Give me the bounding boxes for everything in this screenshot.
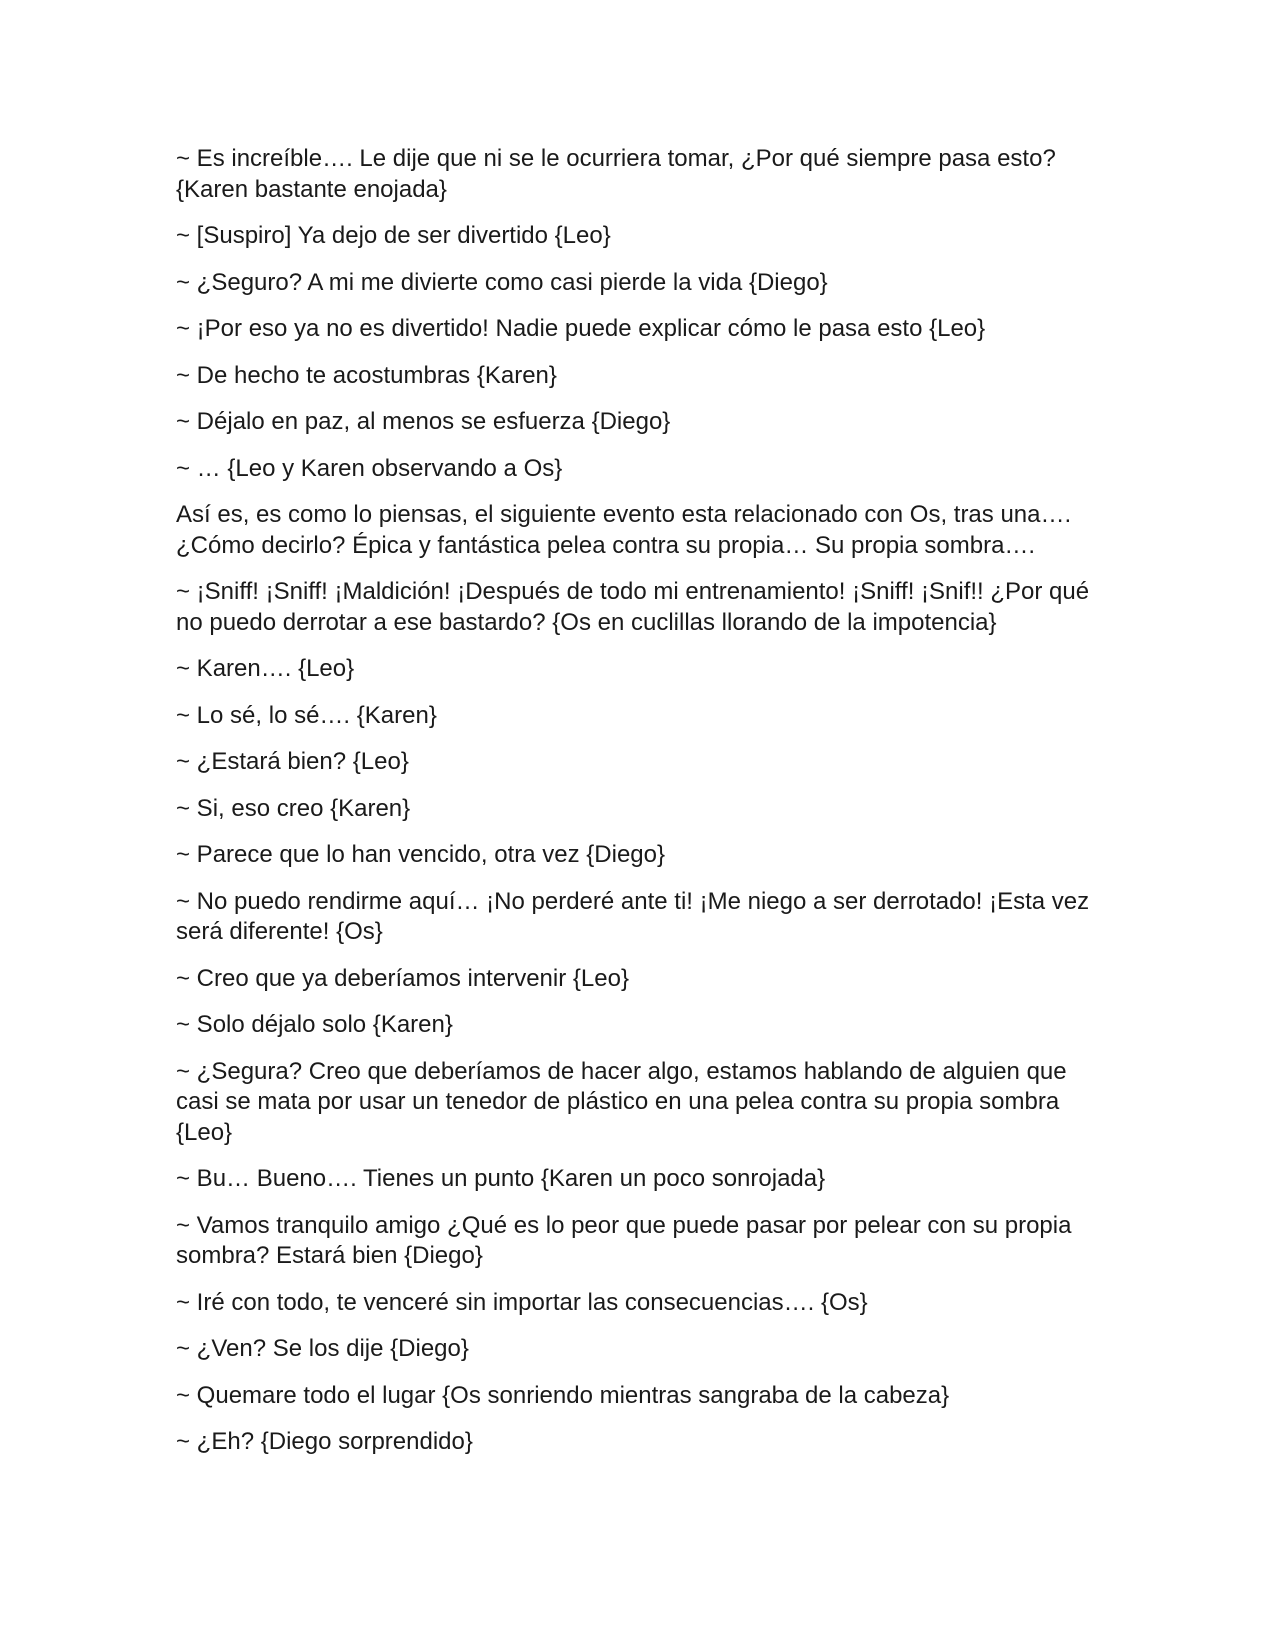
paragraph: ~ No puedo rendirme aquí… ¡No perderé ante ti! ¡Me niego a ser derrotado! ¡Esta vez será diferente! {Os} — [176, 887, 1090, 945]
paragraph: ~ Parece que lo han vencido, otra vez {Diego} — [176, 841, 665, 868]
paragraph: ~ … {Leo y Karen observando a Os} — [176, 454, 563, 482]
paragraph: ~ ¡Sniff! ¡Sniff! ¡Maldición! ¡Después de todo mi entrenamiento! ¡Sniff! ¡Snif!! ¿Por qué no puedo derrotar a ese bastardo? {Os en cuclillas llorando de la impotencia} — [176, 578, 1090, 636]
paragraph: ~ ¿Seguro? A mi me divierte como casi pierde la vida {Diego} — [176, 268, 828, 296]
paragraph: ~ Karen…. {Leo} — [176, 655, 355, 682]
document-page — [176, 144, 1096, 1474]
paragraph: ~ Bu… Bueno…. Tienes un punto {Karen un poco sonrojada} — [176, 1165, 826, 1192]
paragraph: ~ Déjalo en paz, al menos se esfuerza {Diego} — [176, 408, 671, 435]
paragraph: ~ [Suspiro] Ya dejo de ser divertido {Leo} — [176, 222, 611, 249]
paragraph: ~ ¿Estará bien? {Leo} — [176, 748, 409, 775]
paragraph: ~ Vamos tranquilo amigo ¿Qué es lo peor que puede pasar por pelear con su propia sombra? Estará bien {Diego} — [176, 1211, 1072, 1269]
paragraph: ~ Creo que ya deberíamos intervenir {Leo} — [176, 964, 629, 992]
paragraph: ~ ¿Eh? {Diego sorprendido} — [176, 1428, 473, 1455]
paragraph: ~ ¡Por eso ya no es divertido! Nadie puede explicar cómo le pasa esto {Leo} — [176, 315, 986, 342]
paragraph: ~ ¿Ven? Se los dije {Diego} — [176, 1335, 469, 1362]
paragraph: ~ Quemare todo el lugar {Os sonriendo mientras sangraba de la cabeza} — [176, 1381, 950, 1409]
paragraph: ~ Si, eso creo {Karen} — [176, 794, 411, 822]
paragraph: ~ De hecho te acostumbras {Karen} — [176, 361, 557, 389]
narration-paragraph: Así es, es como lo piensas, el siguiente evento esta relacionado con Os, tras una…. ¿Cómo decirlo? Épica y fantástica pelea contra su propia… Su propia sombra…. — [176, 501, 1072, 559]
paragraph: ~ Es increíble…. Le dije que ni se le ocurriera tomar, ¿Por qué siempre pasa esto? {Karen bastante enojada} — [176, 145, 1056, 203]
paragraph: ~ Iré con todo, te venceré sin importar las consecuencias…. {Os} — [176, 1288, 868, 1316]
paragraph: ~ Solo déjalo solo {Karen} — [176, 1011, 453, 1038]
paragraph: ~ Lo sé, lo sé…. {Karen} — [176, 701, 437, 729]
paragraph: ~ ¿Segura? Creo que deberíamos de hacer algo, estamos hablando de alguien que casi se mata por usar un tenedor de plástico en una pelea contra su propia sombra {Leo} — [176, 1057, 1067, 1146]
